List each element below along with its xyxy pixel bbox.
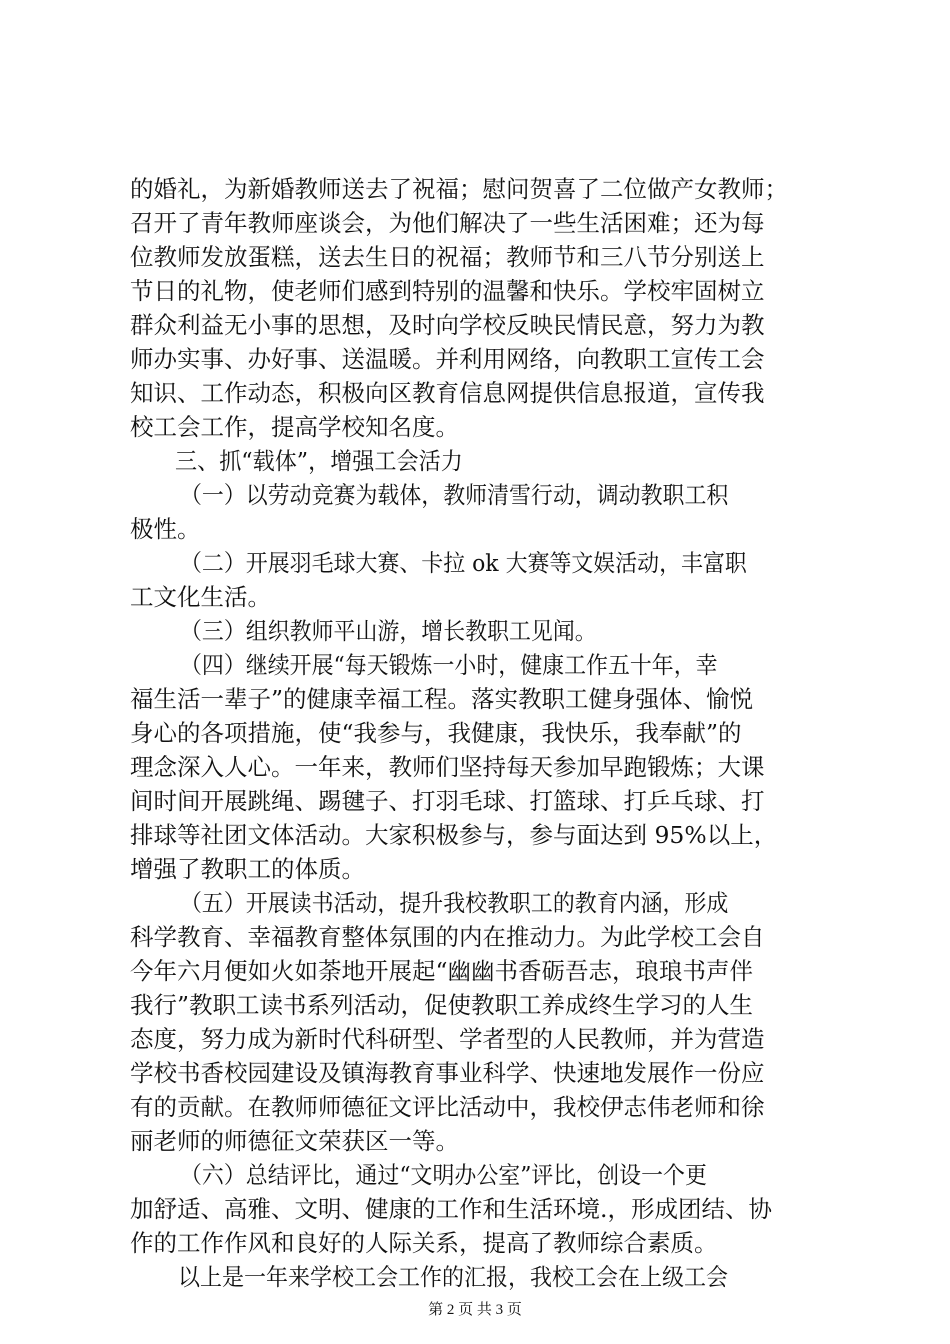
text-line: 工文化生活。 — [130, 583, 271, 611]
text-line: 我行”教职工读书系列活动，促使教职工养成终生学习的人生 — [130, 991, 754, 1019]
text-line: 丽老师的师德征文荣获区一等。 — [130, 1127, 459, 1155]
text-line: 群众利益无小事的思想，及时向学校反映民情民意，努力为教 — [130, 311, 765, 339]
text-line: 态度，努力成为新时代科研型、学者型的人民教师，并为营造 — [130, 1025, 765, 1053]
text-line: 间时间开展跳绳、踢毽子、打羽毛球、打篮球、打乒乓球、打 — [130, 787, 765, 815]
text-line: 今年六月便如火如荼地开展起“幽幽书香砺吾志，琅琅书声伴 — [130, 957, 754, 985]
text-line: 召开了青年教师座谈会，为他们解决了一些生活困难；还为每 — [130, 209, 765, 237]
section-heading: 三、抓“载体”，增强工会活力 — [175, 447, 463, 475]
text-line: 排球等社团文体活动。大家积极参与，参与面达到 95%以上， — [130, 821, 778, 849]
text-line: （六）总结评比，通过“文明办公室”评比，创设一个更 — [180, 1161, 707, 1189]
text-line: 以上是一年来学校工会工作的汇报，我校工会在上级工会 — [178, 1263, 728, 1291]
text-line: 节日的礼物，使老师们感到特别的温馨和快乐。学校牢固树立 — [130, 277, 765, 305]
text-line: 师办实事、办好事、送温暖。并利用网络，向教职工宣传工会 — [130, 345, 765, 373]
text-line: （三）组织教师平山游，增长教职工见闻。 — [180, 617, 597, 645]
text-line: 加舒适、高雅、文明、健康的工作和生活环境.，形成团结、协 — [130, 1195, 772, 1223]
text-line: 身心的各项措施，使“我参与，我健康，我快乐，我奉献”的 — [130, 719, 742, 747]
text-line: 的婚礼，为新婚教师送去了祝福；慰问贺喜了二位做产女教师； — [130, 175, 788, 203]
text-line: 福生活一辈子”的健康幸福工程。落实教职工健身强体、愉悦 — [130, 685, 754, 713]
text-line: （四）继续开展“每天锻炼一小时，健康工作五十年，幸 — [180, 651, 718, 679]
text-line: （二）开展羽毛球大赛、卡拉 ok 大赛等文娱活动，丰富职 — [180, 549, 747, 577]
text-line: 校工会工作，提高学校知名度。 — [130, 413, 459, 441]
text-line: 增强了教职工的体质。 — [130, 855, 365, 883]
text-line: 作的工作作风和良好的人际关系，提高了教师综合素质。 — [130, 1229, 718, 1257]
text-line: 位教师发放蛋糕，送去生日的祝福；教师节和三八节分别送上 — [130, 243, 765, 271]
text-line: 知识、工作动态，积极向区教育信息网提供信息报道，宣传我 — [130, 379, 765, 407]
page-footer — [0, 1300, 950, 1320]
text-line: （五）开展读书活动，提升我校教职工的教育内涵，形成 — [180, 889, 729, 917]
text-line: 理念深入人心。一年来，教师们坚持每天参加早跑锻炼；大课 — [130, 753, 765, 781]
page-number: 第 2 页 共 3 页 — [428, 1302, 522, 1318]
text-line: 极性。 — [130, 515, 201, 543]
text-line: 有的贡献。在教师师德征文评比活动中，我校伊志伟老师和徐 — [130, 1093, 765, 1121]
text-line: （一）以劳动竞赛为载体，教师清雪行动，调动教职工积 — [180, 481, 729, 509]
text-line: 学校书香校园建设及镇海教育事业科学、快速地发展作一份应 — [130, 1059, 765, 1087]
text-line: 科学教育、幸福教育整体氛围的内在推动力。为此学校工会自 — [130, 923, 765, 951]
